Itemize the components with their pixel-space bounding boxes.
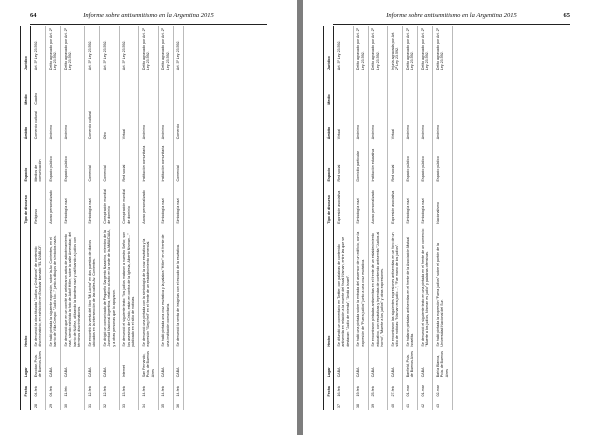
cell-ambito: Anónimo	[353, 107, 368, 142]
col-header-juridico: Jurídico	[21, 26, 31, 72]
cell-hecho: Se dirigió un comunicado de Pequeño Sargento Nazarino, miembro de la Juventud Nacional Argentina, relativo al acto en la sede de la AMIA/DAIA, y a otras personas que lo apoyaron.	[100, 226, 119, 349]
cell-fecha: 14-feb	[158, 379, 173, 398]
cell-juridico: Delito agravado por Art. 2º Ley 23.592.	[368, 26, 387, 72]
cell-juridico: Delito agravado por Art. 2º Ley 23.592.	[403, 26, 418, 72]
cell-tipo: Simbología nazi	[158, 183, 173, 225]
cell-juridico: Art. 3º Ley 23.592.	[173, 26, 183, 72]
cell-fecha: 04-feb	[46, 379, 61, 398]
cell-espacio: Comercial	[85, 141, 100, 183]
col-header-hecho: Hecho	[324, 226, 334, 349]
cell-tipo: Simbología nazi	[403, 183, 418, 225]
table-row	[158, 26, 173, 410]
cell-medio	[139, 72, 158, 107]
cell-juridico: Delito agravado por Art. 2º Ley 23.592.	[433, 26, 452, 72]
cell-lugar: Bahía Blanca, Pcia. de Buenos Aires	[433, 349, 452, 380]
table-row	[139, 26, 158, 410]
cell-nro: 29	[46, 398, 61, 410]
cell-tipo: Conspiración mundial de dominio	[119, 183, 138, 225]
cell-lugar: Banfield, Pcia. de Buenos Aires	[403, 349, 418, 380]
cell-espacio: Espacio público	[433, 141, 452, 183]
cell-hecho: Se denunció que en un comité se celebraron actos de adoctrinamiento nazi, siendo exhibida la foto de Adolf Hitler, sobre la calle Amenábar, del barrio de Núñez, utilizando la bandera nazi y calificando a judíos con términos discriminatorios.	[61, 226, 85, 349]
cell-fecha: 19-feb	[353, 379, 368, 398]
col-header-tipo: Tipo de discurso	[324, 183, 334, 225]
cell-hecho: Se denunció el siguiente texto: "los judíos mataron a nuestro Señor, son los asesinos de Cristo, están en contra de la Iglesia, Alberto Nisman…" publicado en el sitio de noticias.	[119, 226, 138, 349]
cell-ambito: Anónimo	[418, 107, 433, 142]
cell-hecho: Se halló una pintada sobre la entrada del ascensor de un edificio, con la expresión de "Fuera judíos" junto a una cruz esvástica.	[353, 226, 368, 349]
cell-hecho: Se hallaron pintadas antisemitas en el frente de la Asociación Mutual Israelita.	[403, 226, 418, 349]
cell-tipo: Nacionalismo	[433, 183, 452, 225]
cell-medio	[46, 72, 61, 107]
cell-medio	[85, 72, 100, 107]
cell-fecha: 01-mar	[403, 379, 418, 398]
table-row	[388, 26, 403, 410]
cell-espacio: Comercial	[100, 141, 119, 183]
cell-tipo: Simbología nazi	[173, 183, 183, 225]
right-page	[303, 0, 600, 435]
col-header-hecho: Hecho	[21, 226, 31, 349]
table-row	[61, 26, 85, 410]
cell-tipo: Simbología nazi	[418, 183, 433, 225]
cell-hecho: Se encontraron las siguientes expresiones antisemitas en un foro de un sitio de noticias: "Nisman era judío…", "Fue mano de los judíos".	[388, 226, 403, 349]
cell-juridico: Delito agravado por Art. 2º Ley 23.592.	[139, 26, 158, 72]
col-header-tipo: Tipo de discurso	[21, 183, 31, 225]
cell-fecha: 12-feb	[85, 379, 100, 398]
cell-nro: 41	[403, 398, 418, 410]
cell-espacio: Espacio público	[403, 141, 418, 183]
cell-fecha: 04-feb	[31, 379, 46, 398]
cell-ambito: Virtual	[334, 107, 353, 142]
cell-lugar: CABA	[173, 349, 183, 380]
running-title: Informe sobre antisemitismo en la Argentina 2015	[83, 12, 214, 19]
cell-fecha: 01-mar	[418, 379, 433, 398]
cell-medio	[158, 72, 173, 107]
cell-tipo: Simbología nazi	[353, 183, 368, 225]
cell-hecho: Se denunció una pintada con la simbología de la cruz esvástica y la expresión "Sieg Heil" en el frente de un establecimiento comercial.	[139, 226, 158, 349]
right-page-number: 65	[563, 12, 570, 19]
cell-nro: 40	[388, 398, 403, 410]
cell-tipo: Expresión asociativa	[334, 183, 353, 225]
left-page-header	[30, 12, 267, 25]
col-header-juridico: Jurídico	[324, 26, 334, 72]
cell-hecho: Se difundió un comentario en Twitter, con palabras de contenido antisemita en relación a la muerte del fiscal Nisman, entre las que se destacan: "Judío de mierda", "Andá a Israel".	[334, 226, 353, 349]
cell-juridico: Delito agravado por Art. 2º Ley 23.592.	[418, 26, 433, 72]
cell-nro: 37	[334, 398, 353, 410]
cell-ambito: Comercio	[173, 107, 183, 142]
cell-ambito: Anónimo	[139, 107, 158, 142]
cell-fecha: 13-feb	[119, 379, 138, 398]
cell-medio	[100, 72, 119, 107]
cell-medio	[368, 72, 387, 107]
cell-espacio: Institución comunitaria	[158, 141, 173, 183]
cell-medio	[119, 72, 138, 107]
cell-juridico: Delito agravado por Art. 2º Ley 23.592.	[353, 26, 368, 72]
cell-fecha: 12-feb	[100, 379, 119, 398]
cell-juridico: Delito agravado por Art. 2º Ley 23.592.	[61, 26, 85, 72]
cell-hecho: Se halló pintada una cruz esvástica y la palabra "Hitler" en el frente de una institución comunitaria.	[158, 226, 173, 349]
cell-medio	[433, 72, 452, 107]
cell-lugar: CABA	[158, 349, 173, 380]
cell-nro: 43	[433, 398, 452, 410]
cell-lugar: CABA	[353, 349, 368, 380]
cell-juridico: Art. 3º Ley 23.592.	[31, 26, 46, 72]
cell-ambito: Anónimo	[46, 107, 61, 142]
cell-nro: 30	[61, 398, 85, 410]
cell-medio	[418, 72, 433, 107]
col-header-nro	[21, 398, 31, 410]
col-header-fecha: Fecha	[21, 379, 31, 398]
col-header-medio: Medio	[324, 72, 334, 107]
incidents-table-left	[20, 26, 184, 410]
cell-ambito: Virtual	[119, 107, 138, 142]
cell-nro: 38	[353, 398, 368, 410]
cell-ambito: Anónimo	[61, 107, 85, 142]
cell-ambito: Virtual	[388, 107, 403, 142]
cell-nro: 33	[119, 398, 138, 410]
cell-fecha: 25-feb	[368, 379, 387, 398]
cell-tipo: Conspiración mundial de dominio	[100, 183, 119, 225]
cell-juridico: Art. 3º Ley 23.592.	[85, 26, 100, 72]
cell-fecha: 27-feb	[388, 379, 403, 398]
cell-lugar: Escobar, Pcia. de Buenos Aires	[31, 349, 46, 380]
cell-medio	[334, 72, 353, 107]
cell-nro: 32	[100, 398, 119, 410]
table-row	[353, 26, 368, 410]
cell-ambito: Comercio cultural	[31, 107, 46, 142]
cell-ambito: Anónimo	[403, 107, 418, 142]
cell-juridico: Delito agravado por Art. 2º Ley 23.592.	[158, 26, 173, 72]
cell-lugar: CABA	[418, 349, 433, 380]
cell-espacio: Red social	[388, 141, 403, 183]
col-header-espacio: Espacio	[21, 141, 31, 183]
cell-lugar: San Fernando, Pcia. de Buenos Aires	[139, 349, 158, 380]
cell-lugar: CABA	[61, 349, 85, 380]
left-page-number: 64	[30, 12, 37, 19]
cell-lugar: CABA	[388, 349, 403, 380]
cell-hecho: Se halló pintada la expresión "Fuera judíos" sobre el portón de la Universidad Nacional del Sur.	[433, 226, 452, 349]
cell-ambito: Anónimo	[158, 107, 173, 142]
cell-espacio: Domicilio particular	[353, 141, 368, 183]
col-header-nro	[324, 398, 334, 410]
cell-fecha: 14-feb	[173, 379, 183, 398]
col-header-fecha: Fecha	[324, 379, 334, 398]
cell-lugar: CABA	[46, 349, 61, 380]
cell-hecho: Se denunció la obra titulada "Judíos y Cristianos" de contenido discriminatorio, en exhibición en Escobar llamado "EL DIABLO".	[31, 226, 46, 349]
col-header-lugar: Lugar	[324, 349, 334, 380]
right-page-header	[333, 12, 570, 25]
cell-nro: 36	[173, 398, 183, 410]
cell-medio	[403, 72, 418, 107]
cell-hecho: Se encontró la venta del libro "Mi Lucha" en dos puestos de diarios ubicados en la intersección de las calles Av. Corrientes.	[85, 226, 100, 349]
col-header-espacio: Espacio	[324, 141, 334, 183]
cell-juridico: Injuria agravada por Art. 2º Ley 23.592.	[388, 26, 403, 72]
col-header-lugar: Lugar	[21, 349, 31, 380]
cell-espacio: Comercial	[173, 141, 183, 183]
cell-hecho: Se encontraron pintadas antisemitas en el frente de un establecimiento educativo, con esvásticas y leyendas de contenido antisemita "Judíos al horno", "Muerte a los judíos" y otras expresiones.	[368, 226, 387, 349]
col-header-medio: Medio	[21, 72, 31, 107]
cell-espacio: Institución comunitaria	[139, 141, 158, 183]
left-page	[0, 0, 297, 435]
cell-ambito: Otro	[100, 107, 119, 142]
cell-juridico: Delito agravado por Art. 2º Ley 23.592.	[46, 26, 61, 72]
table-header-row	[21, 26, 31, 410]
right-table-rotated	[323, 26, 581, 410]
cell-espacio: Medios de comunicación	[31, 141, 46, 183]
cell-lugar: CABA	[368, 349, 387, 380]
cell-lugar: CABA	[334, 349, 353, 380]
cell-espacio: Espacio público	[61, 141, 85, 183]
left-table-rotated	[20, 26, 278, 410]
cell-tipo: Expresión asociativa	[388, 183, 403, 225]
cell-juridico: Art. 3º Ley 23.592.	[119, 26, 138, 72]
table-body-right	[334, 26, 452, 410]
cell-fecha: 16-feb	[334, 379, 353, 398]
cell-tipo: Acoso personalizado	[139, 183, 158, 225]
cell-fecha: 02-mar	[433, 379, 452, 398]
running-title: Informe sobre antisemitismo en la Argentina 2015	[386, 12, 517, 19]
table-row	[31, 26, 46, 410]
cell-nro: 34	[139, 398, 158, 410]
cell-hecho: Se denunció el siguiente texto en una pintada en el frente de un comercio: "Muerte a los judíos, Nisman es judío" y palabras ofensivas.	[418, 226, 433, 349]
cell-espacio: Red social	[334, 141, 353, 183]
table-body-left	[31, 26, 184, 410]
cell-nro: 39	[368, 398, 387, 410]
cell-espacio: Espacio público	[418, 141, 433, 183]
cell-ambito: Comercio cultural	[85, 107, 100, 142]
table-row	[418, 26, 433, 410]
table-row	[334, 26, 353, 410]
cell-lugar: CABA	[100, 349, 119, 380]
cell-espacio: Institución educativa	[368, 141, 387, 183]
cell-espacio: Red social	[119, 141, 138, 183]
cell-lugar: CABA	[85, 349, 100, 380]
table-header-row	[324, 26, 334, 410]
cell-hecho: Se halló pintada la siguiente expresión, sobre la Av. Corrientes, en el barrio de Villa Crespo: "Judío No..." junto a dibujos de símbolos nazis.	[46, 226, 61, 349]
cell-medio: Cuadro	[31, 72, 46, 107]
cell-tipo: Simbología nazi	[61, 183, 85, 225]
cell-nro: 28	[31, 398, 46, 410]
cell-fecha: 14-feb	[139, 379, 158, 398]
table-row	[173, 26, 183, 410]
cell-espacio: Espacio público	[46, 141, 61, 183]
table-row	[85, 26, 100, 410]
cell-medio	[388, 72, 403, 107]
incidents-table-right	[323, 26, 453, 410]
cell-nro: 35	[158, 398, 173, 410]
table-row	[100, 26, 119, 410]
table-row	[433, 26, 452, 410]
cell-nro: 42	[418, 398, 433, 410]
cell-medio	[173, 72, 183, 107]
table-row	[368, 26, 387, 410]
cell-tipo: Acoso personalizado	[368, 183, 387, 225]
cell-ambito: Anónimo	[368, 107, 387, 142]
cell-ambito: Anónimo	[433, 107, 452, 142]
col-header-ambito: Ámbito	[324, 107, 334, 142]
cell-tipo: Acoso personalizado	[46, 183, 61, 225]
cell-medio	[61, 72, 85, 107]
table-row	[119, 26, 138, 410]
cell-tipo: Simbología nazi	[85, 183, 100, 225]
cell-juridico: Art. 3º Ley 23.592.	[334, 26, 353, 72]
cell-lugar: Internet	[119, 349, 138, 380]
cell-medio	[353, 72, 368, 107]
cell-nro: 31	[85, 398, 100, 410]
cell-hecho: Se denunció la venta de insignias con el escudo de la esvástica.	[173, 226, 183, 349]
cell-fecha: 11-feb	[61, 379, 85, 398]
cell-juridico: Art. 3º Ley 23.592.	[100, 26, 119, 72]
col-header-ambito: Ámbito	[21, 107, 31, 142]
table-row	[46, 26, 61, 410]
table-row	[403, 26, 418, 410]
cell-tipo: Religioso	[31, 183, 46, 225]
